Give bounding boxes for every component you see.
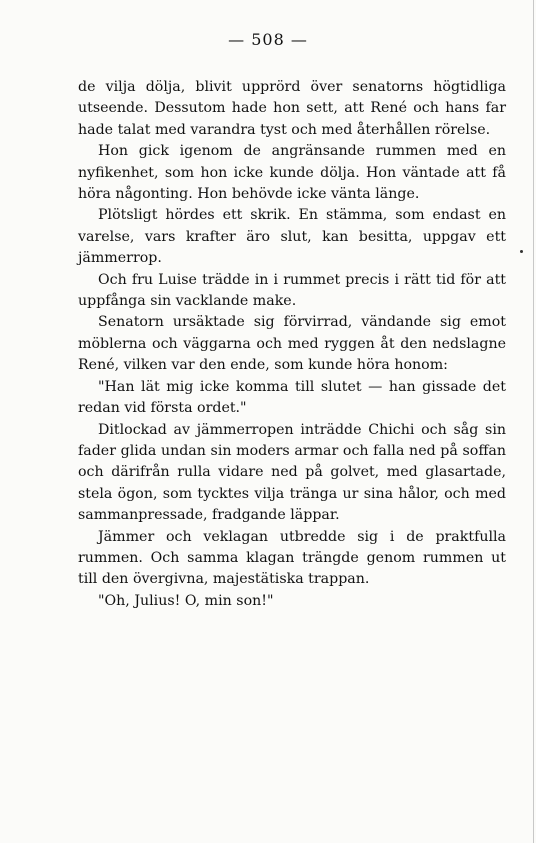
ink-speck xyxy=(520,250,523,253)
paragraph-5: Senatorn ursäktade sig förvirrad, vändande sig emot möblerna och väggarna och med ryggen åt den nedslagne René, vilken var den ende, som kunde höra honom: xyxy=(78,314,506,374)
paragraph-2: Hon gick igenom de angränsande rummen med en nyfikenhet, som hon icke kunde dölja. Hon väntade att få höra någonting. Hon behövde icke vänta länge. xyxy=(78,143,506,203)
paragraph-6: "Han lät mig icke komma till slutet — han gissade det redan vid första ordet." xyxy=(78,378,506,417)
paragraph-9: "Oh, Julius! O, min son!" xyxy=(98,592,274,609)
page-number: — 508 — xyxy=(228,30,308,49)
paragraph-1: de vilja dölja, blivit upprörd över senatorns högtidliga utseende. Dessutom hade hon sett, att René och hans far hade talat med varandra tyst och med återhållen rörelse. xyxy=(78,79,506,138)
paragraph-8: Jämmer och veklagan utbredde sig i de praktfulla rummen. Och samma klagan trängde genom rummen ut till den övergivna, majestätiska trappan. xyxy=(78,528,506,588)
paragraph-4: Och fru Luise trädde in i rummet precis i rätt tid för att uppfånga sin vacklande make. xyxy=(78,271,506,310)
page-edge-line xyxy=(533,0,534,843)
paragraph-7: Ditlockad av jämmerropen inträdde Chichi och såg sin fader glida undan sin moders armar och falla ned på soffan och därifrån rulla vidare ned på golvet, med glasartade, stela ögon, som tycktes vilja tränga ur sina hålor, och med sammanpressade, fradgande läppar. xyxy=(78,421,506,524)
paragraph-3: Plötsligt hördes ett skrik. En stämma, som endast en varelse, vars krafter äro slut, kan besitta, uppgav ett jämmerrop. xyxy=(78,207,506,267)
body-text xyxy=(78,77,506,612)
